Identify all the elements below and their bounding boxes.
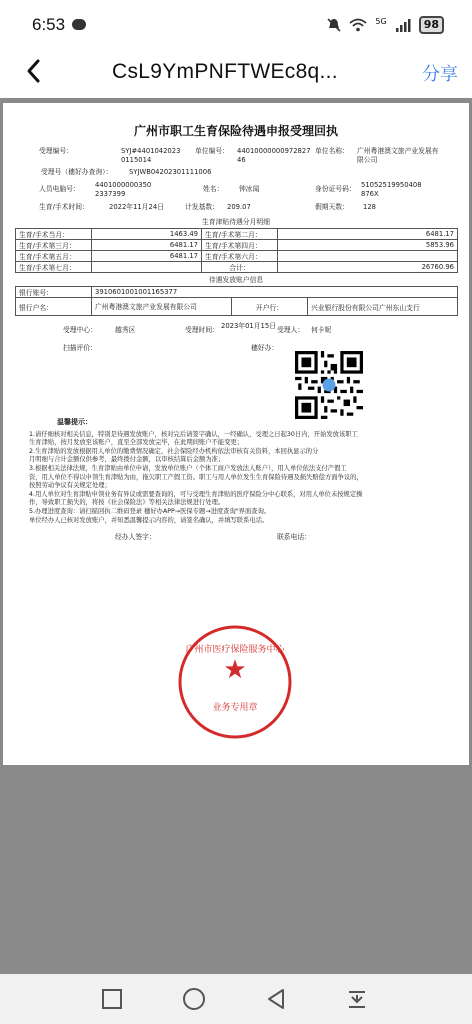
battery-indicator: 98 — [419, 16, 444, 34]
recent-apps-icon[interactable] — [99, 986, 125, 1012]
svg-text:广州市医疗保险服务中心: 广州市医疗保险服务中心 — [185, 645, 285, 655]
notice-line: 单位经办人已核对发放账户，并知悉温馨提示内容的，请签名确认，并填写联系电话。 — [29, 516, 269, 524]
table-row — [16, 287, 458, 298]
document-title: 广州市职工生育保险待遇申报受理回执 — [133, 124, 338, 138]
back-nav-icon[interactable] — [263, 986, 289, 1012]
signature-row — [15, 533, 457, 549]
person-value: 何卡妮 — [311, 326, 332, 334]
status-icons — [327, 16, 444, 34]
system-nav-bar — [0, 974, 472, 1024]
rating-row — [15, 342, 457, 356]
days-label: 假期天数： — [315, 203, 349, 211]
table-cell: 生育/手术第二月： — [202, 229, 278, 240]
notice-line: 1.请仔细核对相关信息，特别是待遇发放账户，核对完后请签字确认，一经确认，受理之日起30日内，开始发放该职工 — [29, 430, 358, 438]
table-cell: 生育/手术当月： — [16, 229, 92, 240]
field-row — [15, 147, 457, 165]
title-bar — [0, 46, 472, 98]
unit-name-label: 单位名称： — [315, 147, 349, 155]
person-no: 4401000000350 2337399 — [95, 181, 152, 198]
back-arrow-icon[interactable] — [20, 56, 50, 86]
wechat-notification-icon — [72, 19, 86, 30]
home-icon[interactable] — [181, 986, 207, 1012]
notice-line: 生育津贴，按月发放至该账户，直至全部发放完毕，在此期间账户不能变更； — [29, 439, 244, 447]
notice-line: 5.办理进度查询：请扫描回执二维码登录 穗好办APP→医保专题→进度查询"界面查询。 — [29, 507, 271, 515]
process-row — [15, 322, 457, 342]
accept-no2: SYJWB04202301111006 — [129, 168, 212, 176]
phone-label: 联系电话： — [277, 533, 311, 542]
table-cell — [278, 251, 458, 262]
network-type: 5G — [375, 16, 387, 26]
allowance-section-title: 生育津贴待遇分月明细 — [202, 218, 270, 226]
id-value: 51052519950408 876X — [361, 181, 422, 198]
notice-line: 2.生育津贴的发放根据用人单位的缴费情况确定，社会保险经办机构依法审核有关资料，本回执显示的分 — [29, 447, 319, 455]
table-row — [16, 251, 458, 262]
table-row — [16, 298, 458, 316]
id-label: 身份证号码： — [315, 185, 356, 193]
notice-line: 4.用人单位对生育津贴申领业务有异议或需要查询的，可与受理生育津贴的医疗保险分中心联系，对用人单位未按规定操 — [29, 490, 363, 498]
field-row — [15, 165, 457, 181]
table-cell: 生育/手术第七月： — [16, 262, 92, 273]
days-value: 128 — [363, 203, 376, 211]
signal-icon — [395, 18, 411, 32]
table-cell: 3910601001001165377 — [92, 287, 458, 298]
notice-line: 月明细与合计金额仅供参考，最终拨付金额，以审核结算后金额为准； — [29, 456, 225, 464]
table-cell: 银行户名： — [16, 298, 92, 316]
person-label: 受理人： — [277, 326, 305, 334]
account-section-title: 待遇发放账户信息 — [208, 276, 264, 284]
notice-line: 作，导致职工损失的，将按《社会保险法》等相关法律法规进行处理。 — [29, 499, 225, 507]
field-row — [15, 181, 457, 199]
good-label: 穗好办： — [251, 344, 279, 352]
signature-label: 经办人签字： — [115, 533, 156, 542]
page-title: CsL9YmPNFTWEc8q... — [112, 60, 338, 83]
share-button[interactable]: 分享 — [422, 64, 458, 85]
notice-line: 资，用人单位不得以申领生育津贴为由，拖欠职工产假工资。职工与用人单位发生生育保险待遇及损失赔偿方面争议的， — [29, 473, 363, 481]
table-cell: 合计： — [202, 262, 278, 273]
accept-no: SYJ#4401042023 0115014 — [121, 147, 181, 164]
table-cell: 开户行： — [232, 298, 308, 316]
table-cell: 生育/手术第五月： — [16, 251, 92, 262]
name-value: 钟冰闻 — [239, 185, 260, 193]
table-cell: 兴业银行股份有限公司广州东山支行 — [308, 298, 458, 316]
receipt — [15, 117, 457, 757]
person-no-label: 人员电脑号： — [39, 185, 80, 193]
table-cell — [92, 262, 202, 273]
notice-line: 按照劳动争议有关规定处理； — [29, 482, 111, 490]
center-value: 越秀区 — [115, 326, 136, 334]
time-label: 受理时间： — [185, 326, 219, 334]
table-cell: 生育/手术第六月： — [202, 251, 278, 262]
notification-shade-icon[interactable] — [344, 986, 370, 1012]
name-label: 姓名： — [203, 185, 224, 193]
table-cell: 1463.49 — [92, 229, 202, 240]
center-label: 受理中心： — [63, 326, 97, 334]
document-page — [3, 103, 469, 765]
table-row — [16, 262, 458, 273]
base-label: 计发基数： — [185, 203, 219, 211]
allowance-table — [15, 228, 458, 273]
table-row — [16, 240, 458, 251]
accept-no2-label: 受理号（穗好办查询）： — [41, 168, 113, 176]
unit-no: 44010000000972827 46 — [237, 147, 311, 164]
unit-no-label: 单位编号： — [195, 147, 229, 155]
table-row — [16, 229, 458, 240]
table-cell: 6481.17 — [92, 251, 202, 262]
notice-line: 3.根据相关法律法规，生育津贴由单位申请，发放单位账户（个体工商户发放法人账户），用人单位依法支付产假工 — [29, 464, 347, 472]
accept-no-label: 受理编号： — [39, 147, 73, 155]
notice — [15, 418, 457, 525]
base-value: 209.07 — [227, 203, 251, 211]
table-cell: 银行账号： — [16, 287, 92, 298]
rating-label: 扫描评价： — [63, 344, 97, 352]
table-cell: 6481.17 — [278, 229, 458, 240]
status-bar — [0, 0, 472, 46]
table-cell: 广州粤港澳文旅产业发展有限公司 — [92, 298, 232, 316]
svg-text:业务专用章: 业务专用章 — [212, 703, 258, 713]
birth-time: 2022年11月24日 — [109, 203, 164, 211]
time-value: 2023年01月15日 — [221, 322, 276, 330]
official-seal — [175, 622, 295, 742]
birth-time-label: 生育/手术时间： — [39, 203, 89, 211]
table-cell: 生育/手术第三月： — [16, 240, 92, 251]
wifi-icon — [349, 18, 367, 32]
document-viewer[interactable] — [0, 98, 472, 974]
field-row — [15, 199, 457, 215]
qr-code[interactable] — [295, 351, 363, 419]
unit-name: 广州粤港澳文旅产业发展有限公司 — [357, 147, 439, 164]
svg-text:★: ★ — [223, 655, 247, 685]
table-cell: 5853.96 — [278, 240, 458, 251]
account-table — [15, 286, 458, 316]
qr-spacer — [15, 356, 457, 412]
table-cell: 生育/手术第四月： — [202, 240, 278, 251]
mute-icon — [327, 18, 341, 32]
clock: 6:53 — [32, 15, 66, 34]
notice-title: 温馨提示： — [57, 418, 92, 426]
table-cell: 26760.96 — [278, 262, 458, 273]
table-cell: 6481.17 — [92, 240, 202, 251]
